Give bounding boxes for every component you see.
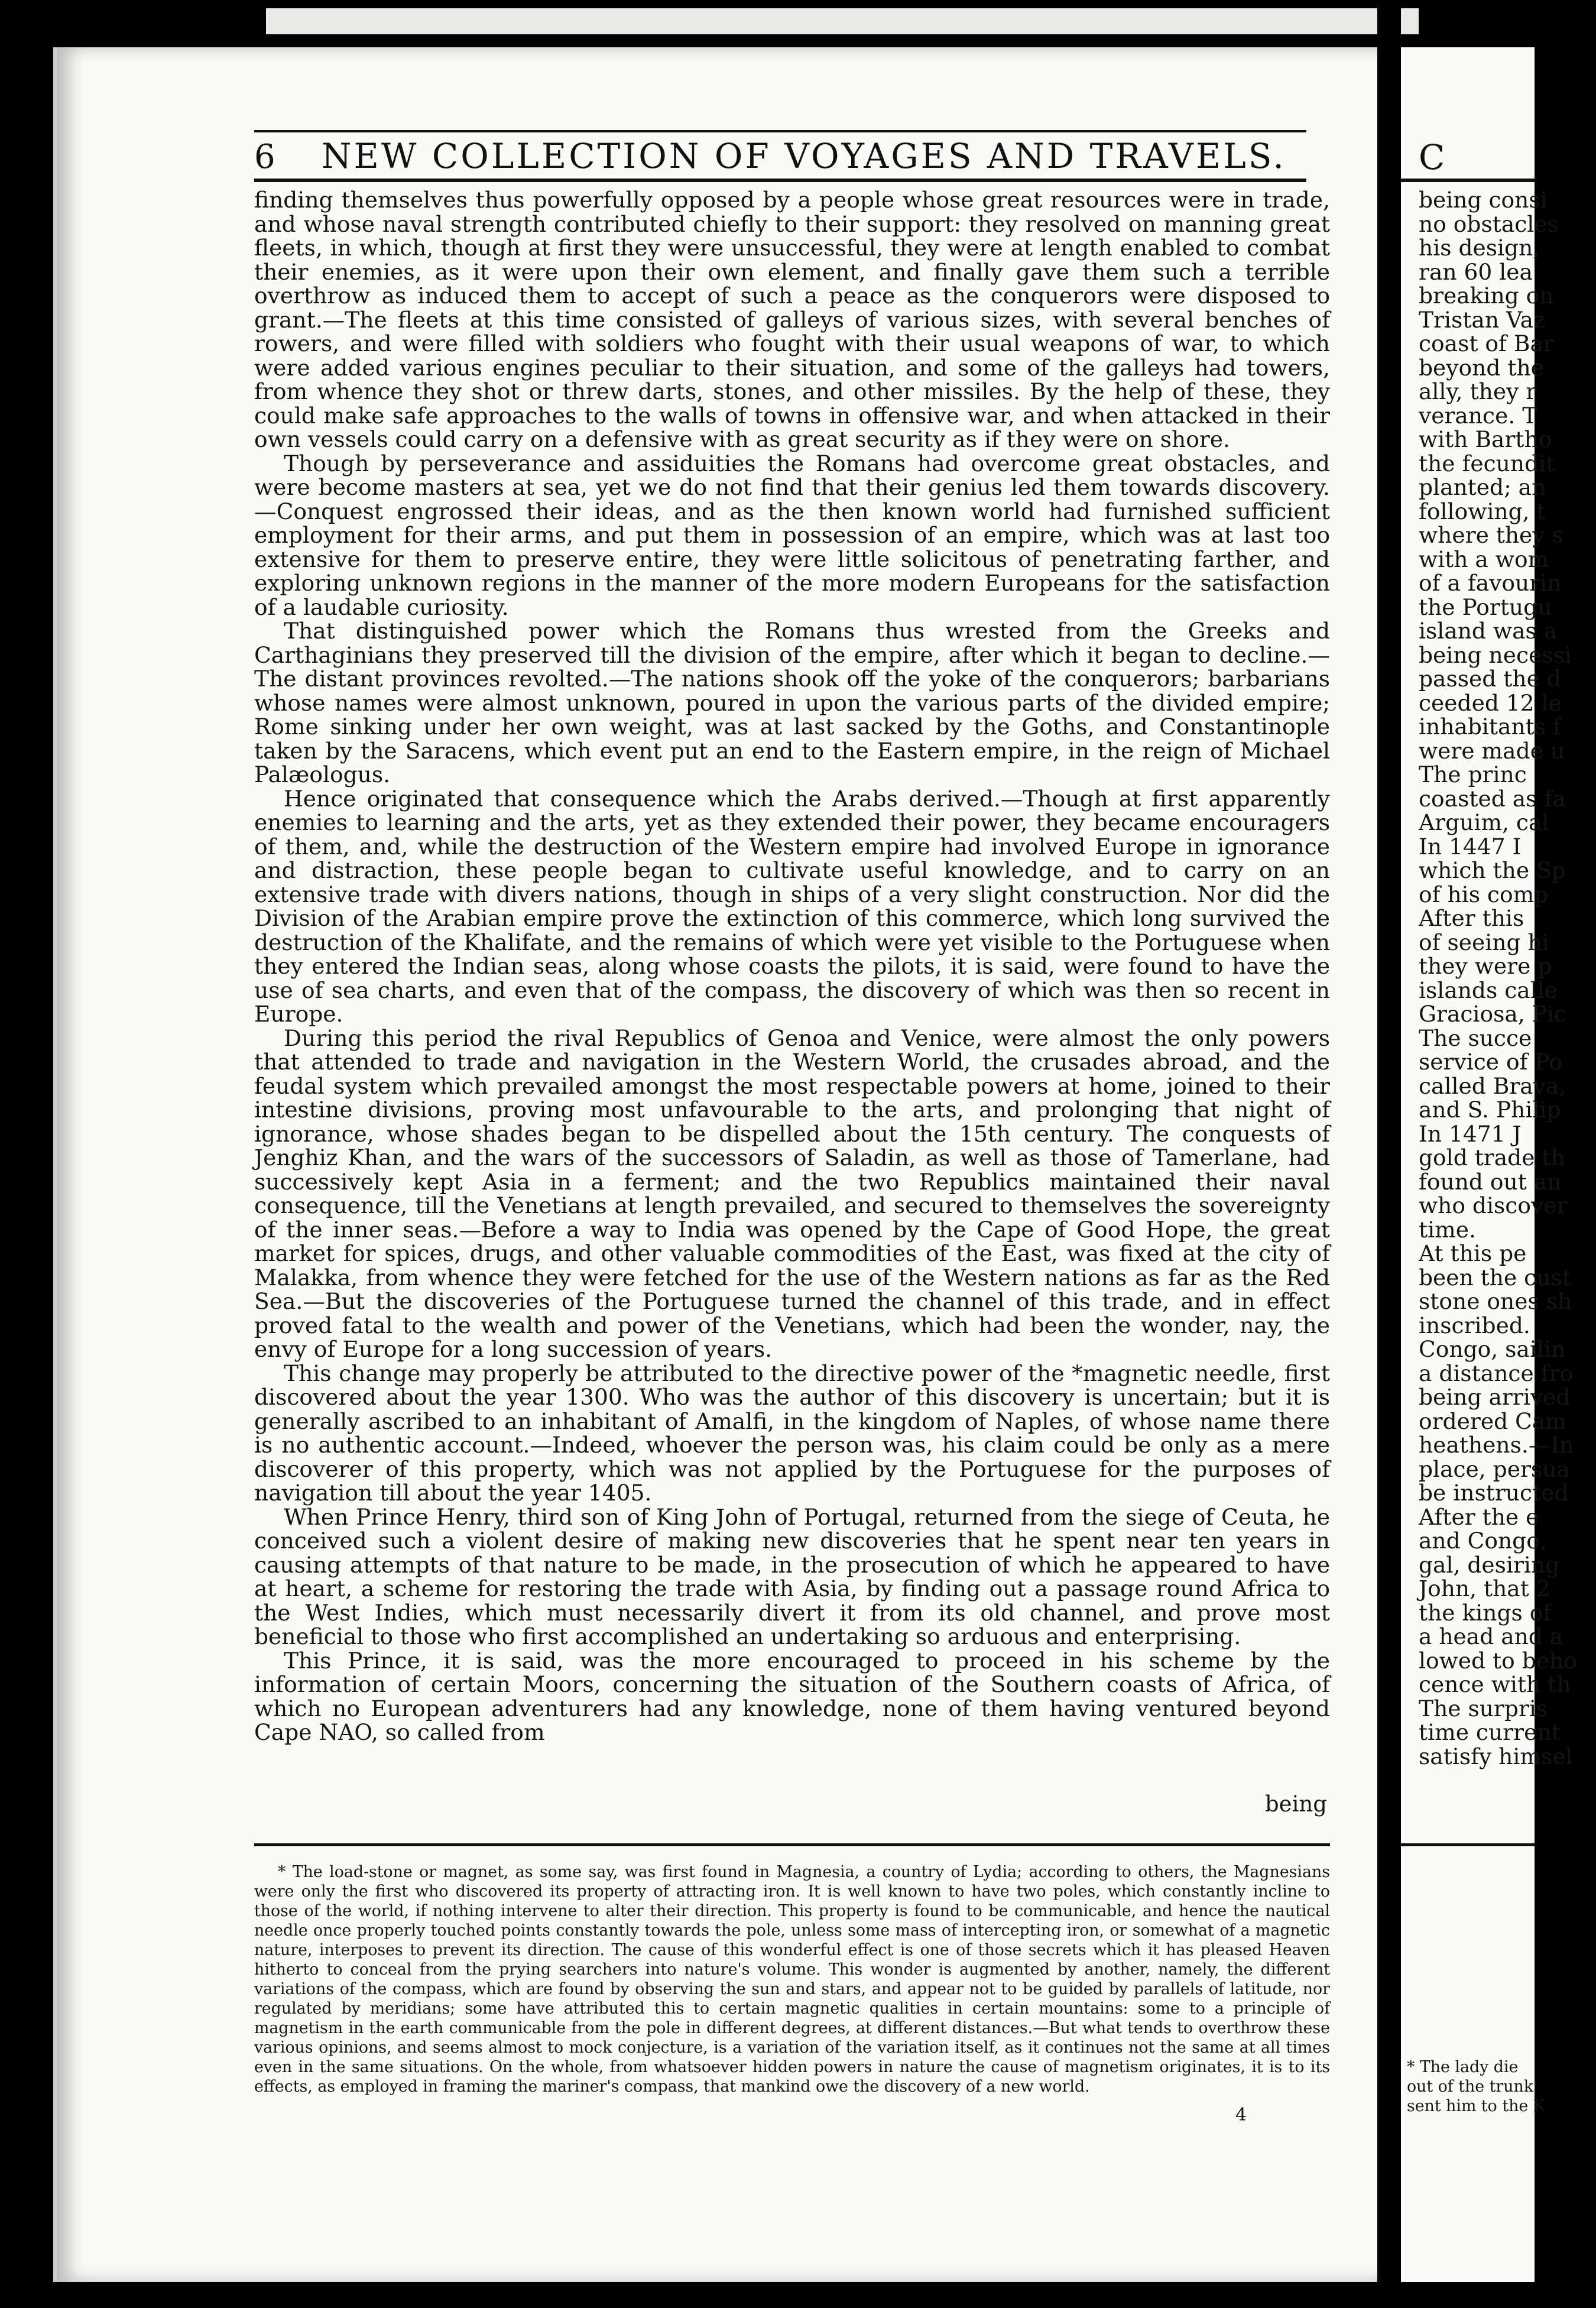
running-title: NEW COLLECTION OF VOYAGES AND TRAVELS. xyxy=(321,136,1286,176)
facing-line: The surpris xyxy=(1419,1695,1548,1722)
facing-footnote-line: * The lady die xyxy=(1407,2058,1519,2076)
facing-line: heathens.—In xyxy=(1419,1432,1574,1458)
facing-line: Graciosa, Pic xyxy=(1419,1001,1567,1027)
facing-header-rule xyxy=(1401,179,1535,182)
body-text xyxy=(254,188,1330,1745)
facing-line: The princ xyxy=(1419,761,1527,787)
facing-line: following, t xyxy=(1419,498,1546,524)
facing-line: At this pe xyxy=(1419,1240,1527,1266)
facing-line: inhabitants f xyxy=(1419,714,1561,740)
facing-line: passed the d xyxy=(1419,666,1561,692)
facing-line: of seeing hi xyxy=(1419,929,1549,955)
facing-line: the kings of xyxy=(1419,1599,1552,1626)
facing-line: verance. T xyxy=(1419,402,1537,429)
facing-line: ally, they r xyxy=(1419,378,1537,404)
facing-line: gal, desiring xyxy=(1419,1551,1560,1578)
page-number: 6 xyxy=(254,138,278,176)
facing-line: island was a xyxy=(1419,618,1558,644)
facing-line: time current xyxy=(1419,1719,1561,1745)
facing-line: Tristan Vaz xyxy=(1419,306,1545,333)
facing-line: breaking on xyxy=(1419,283,1554,309)
facing-footnote-line: sent him to the K xyxy=(1407,2097,1545,2115)
facing-line: beyond the xyxy=(1419,354,1544,381)
facing-page-text xyxy=(1419,188,1596,1768)
facing-line: been the cust xyxy=(1419,1264,1571,1291)
paragraph: This Prince, it is said, was the more encouraged to proceed in his scheme by the information of certain Moors, concerning the situation of the Southern coasts of Africa, of which no European adventurers had any knowledge, none of them having ventured beyond Cape NAO, so called from xyxy=(254,1647,1330,1745)
facing-line: found out an xyxy=(1419,1168,1562,1195)
paragraph: This change may properly be attributed to the directive power of the *magnetic needle, first discovered about the year 1300. Who was the author of this discovery is uncertain; but it is generally ascribed to an inhabitant of Amalfi, in the kingdom of Naples, of whose name there is no authentic account.—Indeed, whoever the person was, his claim could be only as a mere discoverer of this property, which was not applied by the Portuguese for the purposes of navigation till about the year 1405. xyxy=(254,1360,1330,1506)
scan-top-strip xyxy=(266,8,1419,34)
page-gutter xyxy=(1377,0,1401,2308)
facing-line: of a favourin xyxy=(1419,570,1562,596)
facing-header-fragment: C xyxy=(1419,137,1445,177)
facing-line: no obstacles xyxy=(1419,210,1559,237)
paragraph: finding themselves thus powerfully opposed by a people whose great resources were in trade, and whose naval strength contributed chiefly to their support: they resolved on manning great fleets, in which, though at first they were unsuccessful, they were at length enabled to combat their enemies, as it were upon their own element, and finally gave them such a terrible overthrow as induced them to accept of such a peace as the conquerors were disposed to grant.—The fleets at this time consisted of galleys of various sizes, with several benches of rowers, and were filled with soldiers who fought with their usual weapons of war, to which were added various engines peculiar to their situation, and some of the galleys had towers, from whence they shot or threw darts, stones, and other missiles. By the help of these, they could make safe approaches to the walls of towns in offensive war, and when attacked in their own vessels could carry on a defensive with as great security as if they were on shore. xyxy=(254,187,1330,452)
facing-line: who discover xyxy=(1419,1192,1568,1218)
facing-line: with a wom xyxy=(1419,546,1549,572)
facing-line: After the e xyxy=(1419,1503,1539,1530)
facing-line: they were p xyxy=(1419,953,1552,979)
footnote xyxy=(254,1862,1330,2096)
facing-line: islands calle xyxy=(1419,977,1558,1003)
facing-line: and S. Philip xyxy=(1419,1097,1561,1123)
header-rule-upper xyxy=(254,130,1306,132)
facing-line: The succe xyxy=(1419,1025,1532,1051)
facing-line: time. xyxy=(1419,1216,1476,1243)
facing-line: a distance fro xyxy=(1419,1360,1574,1386)
facing-line: were made u xyxy=(1419,737,1565,764)
facing-footnote-line: out of the trunk xyxy=(1407,2077,1533,2096)
facing-line: of his comp xyxy=(1419,881,1549,907)
footnote-text: * The load-stone or magnet, as some say, was first found in Magnesia, a country of Lydia; according to others, the Magnesians were only the first who discovered its property of attracting iron. It is well known to have two poles, which constantly incline to those of the world, if nothing intervene to alter their direction. This property is found to be communicable, and hence the nautical needle once properly touched points constantly towards the pole, unless some mass of intercepting iron, or somewhat of a magnetic nature, interposes to prevent its direction. The cause of this wonderful effect is one of those secrets which it has pleased Heaven hitherto to conceal from the prying searchers into nature's volume. This wonder is augmented by another, namely, the different variations of the compass, which are found by observing the sun and stars, and appear not to be guided by parallels of latitude, nor regulated by meridians; some have attributed this to certain magnetic qualities in certain mountains: some to a principle of magnetism in the earth communicable from the pole in different degrees, at different distances.—But what tends to overthrow these various opinions, and seems almost to mock conjecture, is a variation of the variation itself, as it continues not the same at all times even in the same situations. On the whole, from whatsoever hidden powers in nature the cause of magnetism originates, it is to its effects, as employed in framing the mariner's compass, that mankind owe the discovery of a new world. xyxy=(254,1863,1330,2096)
facing-line: lowed to beho xyxy=(1419,1647,1577,1674)
facing-line: and Congo, xyxy=(1419,1528,1547,1554)
facing-line: being necessi xyxy=(1419,641,1572,668)
facing-line: coast of Bar xyxy=(1419,330,1554,356)
catchword: being xyxy=(1265,1791,1327,1817)
facing-line: ran 60 lea xyxy=(1419,258,1533,285)
paragraph: Though by perseverance and assiduities the Romans had overcome great obstacles, and were become masters at sea, yet we do not find that their genius led them towards discovery.—Conquest engrossed their ideas, and as the then known world had furnished sufficient employment for their arms, and put them in possession of an empire, which was at last too extensive for them to preserve entire, they were little solicitous of penetrating farther, and exploring unknown regions in the manner of the more modern Europeans for the satisfaction of a laudable curiosity. xyxy=(254,450,1330,620)
paragraph: During this period the rival Republics of Genoa and Venice, were almost the only powers that attended to trade and navigation in the Western World, the crusades abroad, and the feudal system which prevailed amongst the most respectable powers at home, joined to their intestine divisions, proving most unfavourable to the arts, and prolonging that night of ignorance, whose shades began to be dispelled about the 15th century. The conquests of Jenghiz Khan, and the wars of the successors of Saladin, as well as those of Tamerlane, had successively kept Asia in a ferment; and the two Republics maintained their naval consequence, till the Venetians at length prevailed, and secured to themselves the sovereignty of the inner seas.—Before a way to India was opened by the Cape of Good Hope, the great market for spices, drugs, and other valuable commodities of the East, was fixed at the city of Malakka, from whence they were fetched for the use of the Western nations as far as the Red Sea.—But the discoveries of the Portuguese turned the channel of this trade, and in effect proved fatal to the wealth and power of the Venetians, which had been the wonder, nay, the envy of Europe for a long succession of years. xyxy=(254,1025,1330,1362)
facing-line: Congo, sailin xyxy=(1419,1336,1566,1362)
footnote-rule xyxy=(254,1843,1330,1846)
facing-line: the fecundit xyxy=(1419,450,1555,476)
facing-line: coasted as fa xyxy=(1419,785,1566,812)
facing-line: stone ones sh xyxy=(1419,1288,1572,1314)
facing-line: service of Po xyxy=(1419,1049,1562,1075)
header-rule xyxy=(254,179,1306,182)
facing-line: which the Sp xyxy=(1419,857,1566,883)
facing-line: In 1447 I xyxy=(1419,833,1522,860)
facing-line: the Portugu xyxy=(1419,594,1552,620)
facing-line: In 1471 J xyxy=(1419,1120,1522,1147)
facing-line: inscribed. xyxy=(1419,1312,1530,1338)
paragraph: That distinguished power which the Romans thus wrested from the Greeks and Carthaginians they preserved till the division of the empire, after which it began to decline.—The distant provinces revolted.—The nations shook off the yoke of the conquerors; barbarians whose names were almost unknown, poured in upon the various parts of the divided empire; Rome sinking under her own weight, was at last sacked by the Goths, and Constantinople taken by the Saracens, which event put an end to the Eastern empire, in the reign of Michael Palæologus. xyxy=(254,618,1330,787)
facing-line: being arrived xyxy=(1419,1384,1571,1410)
facing-line: be instructed xyxy=(1419,1480,1569,1506)
facing-line: where they s xyxy=(1419,522,1563,548)
paragraph: Hence originated that consequence which the Arabs derived.—Though at first apparently enemies to learning and the arts, yet as they extended their power, they became encouragers of them, and, while the destruction of the Western empire had involved Europe in ignorance and distraction, these people began to cultivate useful knowledge, and to carry on an extensive trade with divers nations, though in ships of a very slight construction. Nor did the Division of the Arabian empire prove the extinction of this commerce, which long survived the destruction of the Khalifate, and the remains of which were yet visible to the Portuguese when they entered the Indian seas, along whose coasts the pilots, it is said, were found to have the use of sea charts, and even that of the compass, the discovery of which was then so recent in Europe. xyxy=(254,785,1330,1027)
facing-line: being consi xyxy=(1419,187,1548,213)
signature-mark: 4 xyxy=(1235,2105,1247,2125)
facing-line: satisfy himsel xyxy=(1419,1743,1573,1769)
facing-line: After this xyxy=(1419,905,1524,931)
facing-line: place, persua xyxy=(1419,1456,1570,1482)
facing-line: Arguim, cal xyxy=(1419,809,1549,835)
facing-footnote xyxy=(1407,2057,1584,2116)
facing-line: a head and a xyxy=(1419,1623,1563,1649)
facing-line: with Bartho xyxy=(1419,426,1552,452)
facing-line: planted; an xyxy=(1419,474,1546,500)
facing-line: ceeded 12 le xyxy=(1419,689,1562,716)
facing-line: his design, xyxy=(1419,235,1540,261)
facing-line: ordered Cam xyxy=(1419,1408,1566,1434)
facing-line: called Brava, xyxy=(1419,1072,1566,1099)
facing-line: John, that 2 xyxy=(1419,1576,1550,1602)
facing-footnote-rule xyxy=(1401,1843,1535,1846)
paragraph: When Prince Henry, third son of King John of Portugal, returned from the siege of Ceuta, he conceived such a violent desire of making new discoveries that he spent near ten years in causing attempts of that nature to be made, in the prosecution of which he appeared to have at heart, a scheme for restoring the trade with Asia, by finding out a passage round Africa to the West Indies, which must necessarily divert it from its old channel, and prove most beneficial to those who first accomplished an undertaking so arduous and enterprising. xyxy=(254,1503,1330,1649)
running-header xyxy=(254,135,1306,176)
facing-line: cence with th xyxy=(1419,1671,1571,1697)
facing-line: gold trade th xyxy=(1419,1145,1565,1171)
